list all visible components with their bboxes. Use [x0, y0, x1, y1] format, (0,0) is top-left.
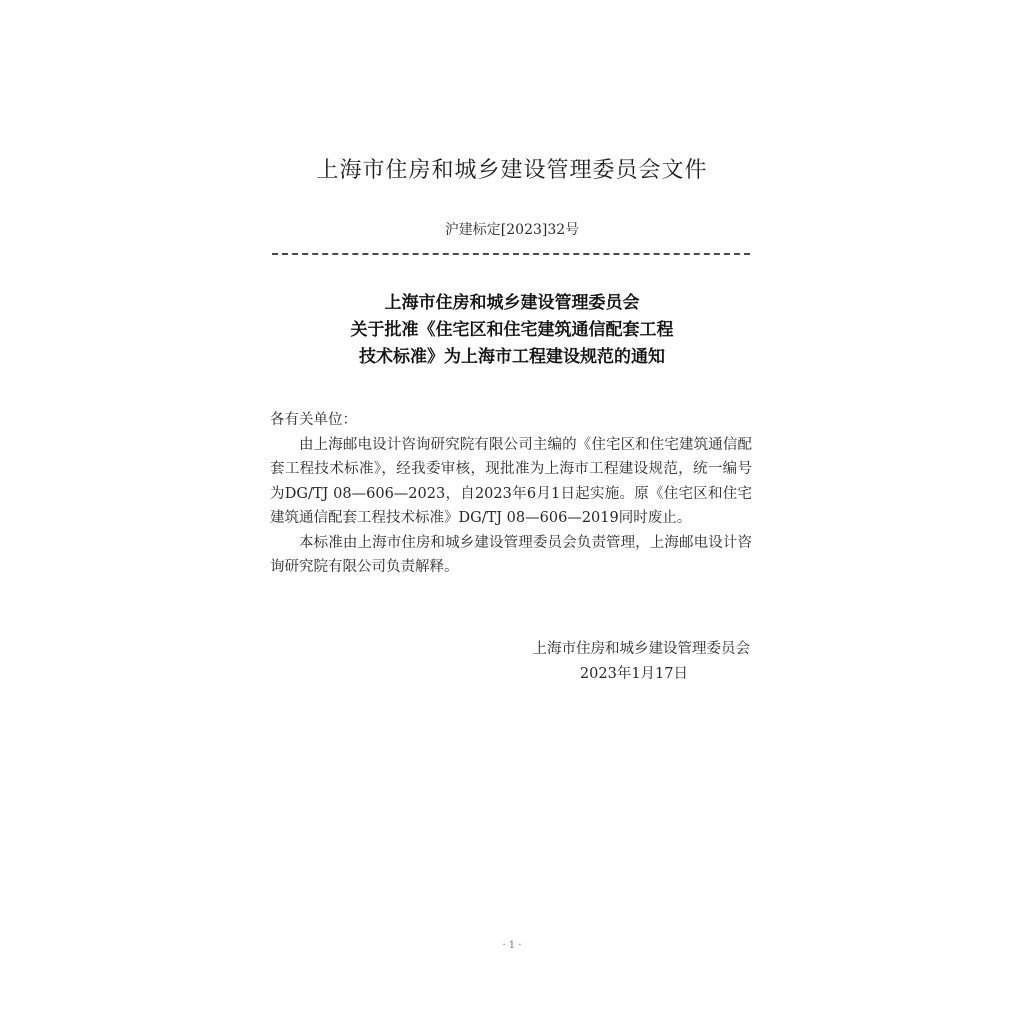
signature-block [480, 637, 750, 687]
body-paragraph: 本标准由上海市住房和城乡建设管理委员会负责管理，上海邮电设计咨询研究院有限公司负责解释。 [270, 534, 752, 575]
notice-title-line: 关于批准《住宅区和住宅建筑通信配套工程 [350, 320, 674, 340]
issuer-name: 上海市住房和城乡建设管理委员会 [532, 641, 750, 657]
issue-date: 2023年1月17日 [579, 666, 688, 682]
document-header-title: 上海市住房和城乡建设管理委员会文件 [316, 158, 708, 183]
page-number: · 1 · [502, 940, 522, 951]
notice-title-line: 技术标准》为上海市工程建设规范的通知 [359, 347, 665, 367]
notice-title [0, 290, 1024, 371]
notice-body [270, 408, 752, 580]
body-paragraph: 由上海邮电设计咨询研究院有限公司主编的《住宅区和住宅建筑通信配套工程技术标准》，经我委审核，现批准为上海市工程建设规范，统一编号为DG/TJ 08—606—2023，自2023年6月1日起实施。原《住宅区和住宅建筑通信配套工程技术标准》DG/TJ 08—606—2019同时废止。 [270, 436, 752, 526]
salutation: 各有关单位： [270, 412, 357, 428]
document-number: 沪建标定[2023]32号 [444, 222, 580, 238]
notice-title-line: 上海市住房和城乡建设管理委员会 [384, 293, 640, 313]
header-divider [272, 253, 750, 255]
